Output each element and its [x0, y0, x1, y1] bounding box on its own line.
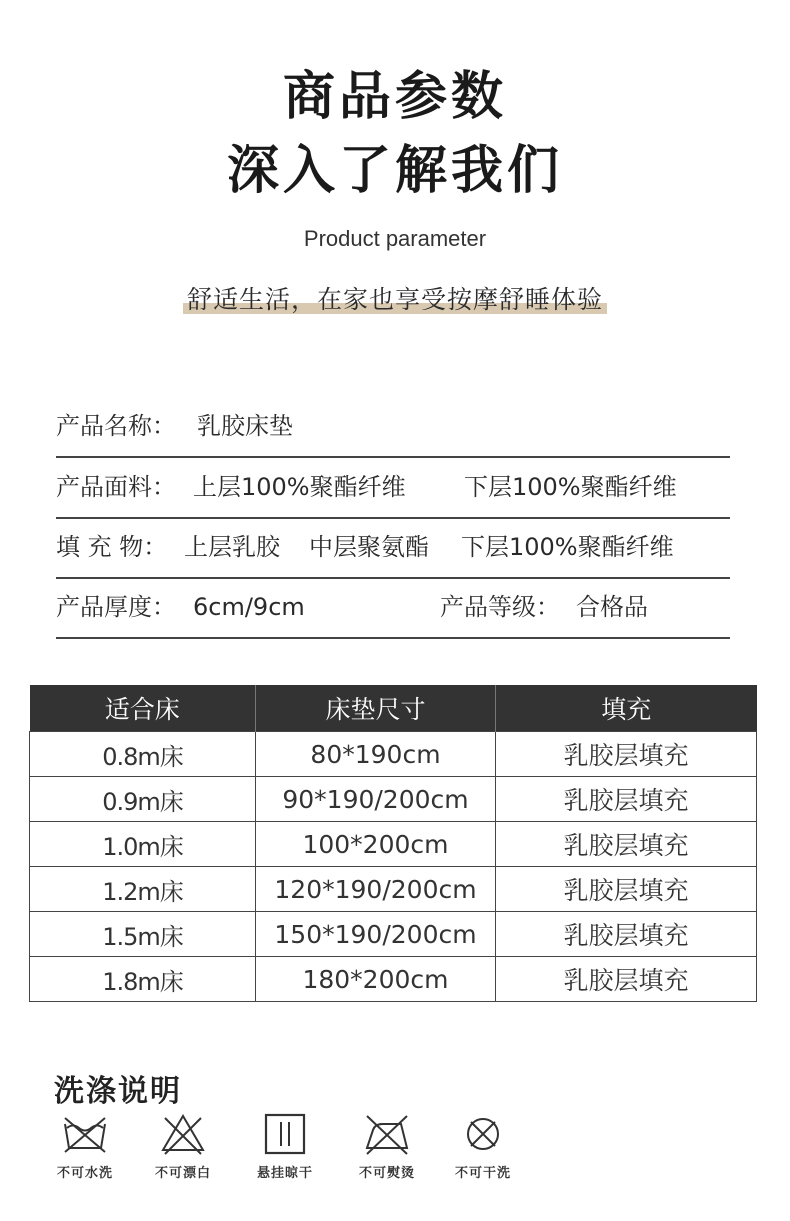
filling-cell: 乳胶层填充: [496, 822, 757, 867]
care-title: 洗涤说明: [54, 1074, 182, 1109]
column-header-bed: 适合床: [30, 685, 256, 732]
spec-row-fabric: [56, 457, 730, 519]
spec-row-name: [56, 396, 730, 458]
care-item-no-bleach: [138, 1110, 228, 1181]
spec-value: 中层聚氨酯: [309, 533, 429, 561]
spec-value: 合格品: [576, 593, 648, 621]
care-item-no-iron: [342, 1110, 432, 1181]
bed-cell: 1.0m床: [30, 822, 256, 867]
spec-label: 产品面料：: [56, 473, 176, 501]
slogan: 舒适生活，在家也享受按摩舒睡体验: [183, 280, 607, 320]
size-cell: 180*200cm: [256, 957, 496, 1002]
size-cell: 150*190/200cm: [256, 912, 496, 957]
spec-row-filling: [56, 517, 730, 579]
table-row: [30, 732, 757, 777]
care-label: 悬挂晾干: [256, 1166, 313, 1181]
bed-cell: 1.5m床: [30, 912, 256, 957]
filling-cell: 乳胶层填充: [496, 777, 757, 822]
bed-cell: 1.2m床: [30, 867, 256, 912]
spec-label: 填 充 物：: [56, 533, 168, 561]
spec-label: 产品等级：: [440, 593, 560, 621]
table-row: [30, 912, 757, 957]
size-cell: 120*190/200cm: [256, 867, 496, 912]
no-bleach-icon: [157, 1110, 209, 1158]
spec-value: 下层100%聚酯纤维: [464, 473, 677, 501]
english-subtitle: Product parameter: [303, 226, 487, 251]
bed-cell: 0.9m床: [30, 777, 256, 822]
filling-cell: 乳胶层填充: [496, 867, 757, 912]
spec-value: 上层100%聚酯纤维: [193, 473, 406, 501]
care-item-no-dry-clean: [438, 1110, 528, 1181]
care-label: 不可熨烫: [358, 1166, 415, 1181]
size-cell: 90*190/200cm: [256, 777, 496, 822]
care-item-no-wash: [40, 1110, 130, 1181]
hang-dry-icon: [259, 1110, 311, 1158]
spec-value: 上层乳胶: [184, 533, 280, 561]
spec-label: 产品名称：: [56, 412, 176, 440]
column-header-filling: 填充: [496, 685, 757, 732]
care-label: 不可水洗: [56, 1166, 113, 1181]
table-row: [30, 867, 757, 912]
spec-value: 下层100%聚酯纤维: [461, 533, 674, 561]
filling-cell: 乳胶层填充: [496, 912, 757, 957]
table-row: [30, 957, 757, 1002]
column-header-size: 床垫尺寸: [256, 685, 496, 732]
size-cell: 80*190cm: [256, 732, 496, 777]
care-label: 不可漂白: [154, 1166, 211, 1181]
filling-cell: 乳胶层填充: [496, 957, 757, 1002]
spec-value: 6cm/9cm: [193, 593, 305, 621]
table-header-row: [30, 685, 757, 732]
table-row: [30, 822, 757, 867]
spec-label: 产品厚度：: [56, 593, 176, 621]
size-table: [29, 685, 757, 1002]
no-iron-icon: [361, 1110, 413, 1158]
care-label: 不可干洗: [454, 1166, 511, 1181]
table-row: [30, 777, 757, 822]
filling-cell: 乳胶层填充: [496, 732, 757, 777]
page-title: 商品参数: [282, 67, 507, 127]
spec-value: 乳胶床垫: [197, 412, 293, 440]
size-cell: 100*200cm: [256, 822, 496, 867]
no-dry-clean-icon: [457, 1110, 509, 1158]
bed-cell: 0.8m床: [30, 732, 256, 777]
spec-row-thickness: [56, 577, 730, 639]
no-wash-icon: [59, 1110, 111, 1158]
page-subtitle: 深入了解我们: [226, 141, 563, 201]
care-item-hang-dry: [240, 1110, 330, 1181]
bed-cell: 1.8m床: [30, 957, 256, 1002]
slogan-container: [0, 280, 790, 320]
